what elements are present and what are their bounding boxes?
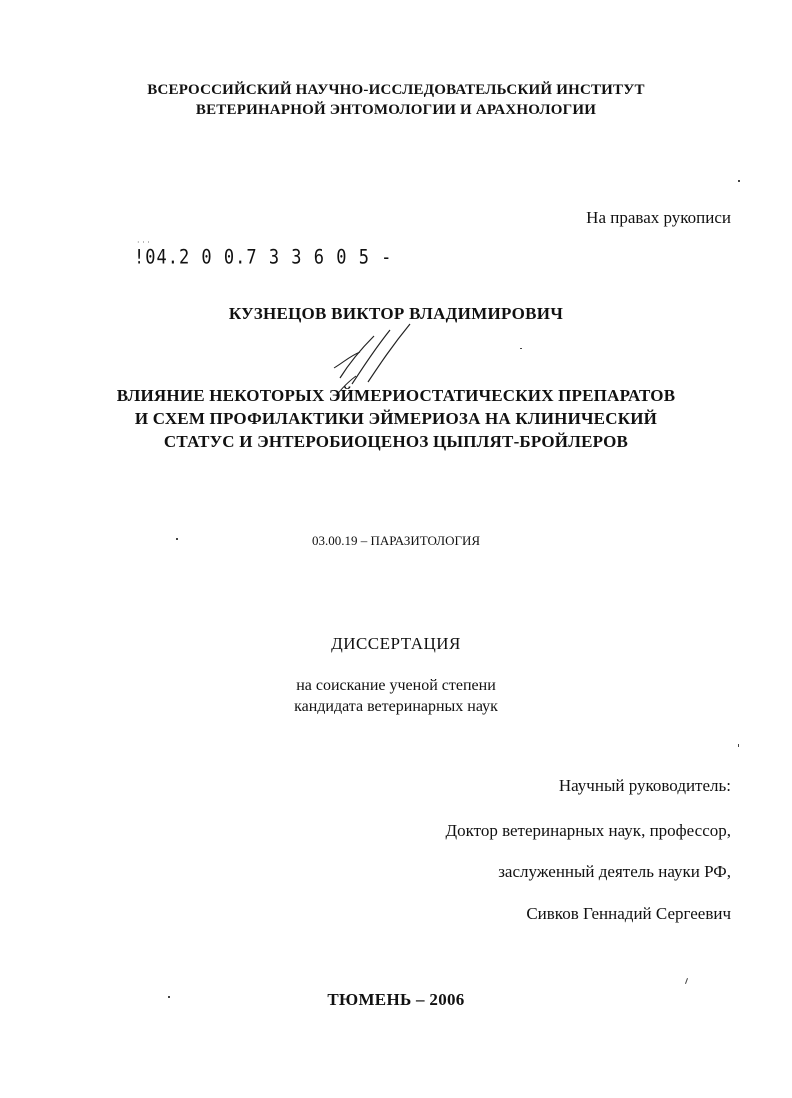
dissertation-title <box>0 384 792 453</box>
scan-speck <box>738 744 739 747</box>
specialty-code: 03.00.19 – ПАРАЗИТОЛОГИЯ <box>311 533 481 548</box>
institute-line-2: ВЕТЕРИНАРНОЙ ЭНТОМОЛОГИИ И АРАХНОЛОГИИ <box>195 102 597 118</box>
author-name: КУЗНЕЦОВ ВИКТОР ВЛАДИМИРОВИЧ <box>228 304 564 323</box>
scan-speck <box>176 538 178 540</box>
institute-line-1: ВСЕРОССИЙСКИЙ НАУЧНО-ИССЛЕДОВАТЕЛЬСКИЙ ИНСТИТУТ <box>147 82 645 98</box>
title-line-2: И СХЕМ ПРОФИЛАКТИКИ ЭЙМЕРИОЗА НА КЛИНИЧЕСКИЙ <box>134 409 658 428</box>
stamp-dots: · · · <box>137 238 150 247</box>
scan-speck <box>520 348 522 349</box>
degree-line-1: на соискание ученой степени <box>296 677 496 694</box>
institute-name <box>0 80 792 120</box>
scan-speck <box>738 180 740 182</box>
supervisor-degree: Доктор ветеринарных наук, профессор, <box>445 821 731 840</box>
title-line-3: СТАТУС И ЭНТЕРОБИОЦЕНОЗ ЦЫПЛЯТ-БРОЙЛЕРОВ <box>163 432 629 451</box>
city-year: ТЮМЕНЬ – 2006 <box>327 990 465 1009</box>
degree-statement <box>0 675 792 717</box>
library-stamp-number: !04.2 0 0.7 3 3 6 0 5 - <box>134 246 393 269</box>
supervisor-name: Сивков Геннадий Сергеевич <box>526 904 731 923</box>
document-type: ДИССЕРТАЦИЯ <box>331 634 461 653</box>
scan-speck <box>168 996 170 998</box>
supervisor-label: Научный руководитель: <box>558 776 731 795</box>
manuscript-rights: На правах рукописи <box>586 208 731 227</box>
title-line-1: ВЛИЯНИЕ НЕКОТОРЫХ ЭЙМЕРИОСТАТИЧЕСКИХ ПРЕПАРАТОВ <box>116 386 676 405</box>
supervisor-honor: заслуженный деятель науки РФ, <box>498 862 731 881</box>
scan-speck <box>685 978 688 984</box>
degree-line-2: кандидата ветеринарных наук <box>294 698 498 715</box>
